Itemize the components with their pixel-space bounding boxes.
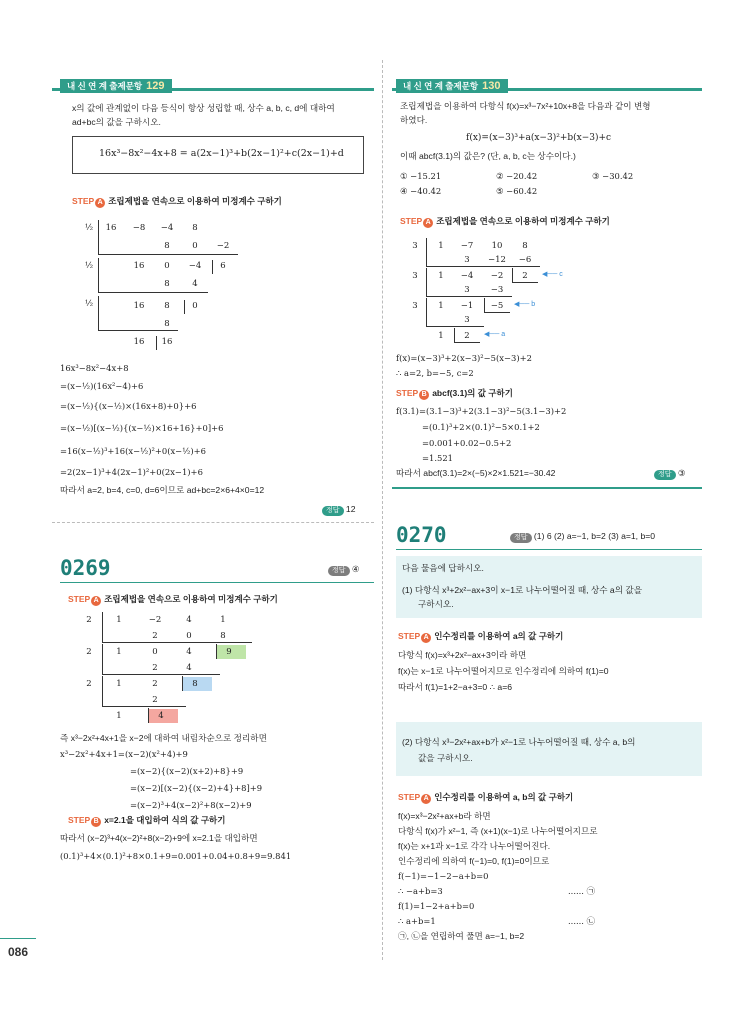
section-rule: [392, 487, 702, 489]
question-1-2: 구하시오.: [418, 599, 454, 609]
problem-130-question-2: 하였다.: [400, 115, 428, 125]
solution-line: =16(x−½)³+16(x−½)²+0(x−½)+6: [60, 446, 206, 456]
step-b-heading: STEP B abcf(3.1)의 값 구하기: [396, 388, 513, 398]
solution-line: =(x−½)[(x−½){(x−½)×16+16}+0]+6: [60, 423, 224, 433]
solution-line: =0.001+0.02−0.5+2: [422, 438, 512, 448]
problem-129-question-2: ad+bc의 값을 구하시오.: [72, 117, 161, 127]
solution-line: =1.521: [422, 453, 453, 463]
synthetic-division-0269: 2 1 −2 4 1 2 0 8 2 1 0 4 9 2 4 2 1 2 8 2 1 4: [78, 612, 248, 752]
question-2-box: [396, 722, 702, 776]
problem-129-question: x의 값에 관계없이 다음 등식이 항상 성립할 때, 상수 a, b, c, d에 대하여: [72, 103, 335, 113]
section-rule: [60, 582, 374, 583]
solution-line: f(x)는 x+1과 x−1로 각각 나누어떨어진다.: [398, 841, 551, 851]
question-1: (1) 다항식 x³+2x²−ax+3이 x−1로 나누어떨어질 때, 상수 a의 값을: [402, 585, 643, 595]
solution-conclusion: ㉠, ㉡을 연립하여 풀면 a=−1, b=2: [398, 931, 525, 941]
solution-line: 따라서 f(1)=1+2−a+3=0 ∴ a=6: [398, 682, 512, 692]
page-number: 086: [8, 945, 29, 959]
choice-2: ② −20.42: [496, 171, 538, 181]
equation-tag-2: ...... ㉡: [568, 916, 596, 926]
step-a-heading: STEP A 인수정리를 이용하여 a, b의 값 구하기: [398, 792, 574, 802]
choice-1: ① −15.21: [400, 171, 442, 181]
synthetic-division-130: 3 1 −7 10 8 3 −12 −6 3 1 −4 −2 2 ◀── c 3 −3 3 1 −1 −5 ◀── b 3 1 2 ◀── a: [404, 238, 594, 350]
question-2: (2) 다항식 x³−2x²+ax+b가 x²−1로 나누어떨어질 때, 상수 a, b의: [402, 737, 636, 747]
problem-0269-number: 0269: [60, 556, 111, 580]
answer-129: 정답 12: [322, 503, 355, 516]
answer-0269: 정답 ④: [328, 563, 360, 576]
question-2-2: 값을 구하시오.: [418, 753, 473, 763]
solution-line: f(3.1)=(3.1−3)³+2(3.1−3)²−5(3.1−3)+2: [396, 406, 567, 416]
step-a-heading: STEP A 조립제법을 연속으로 이용하여 미정계수 구하기: [72, 196, 282, 206]
solution-line: x³−2x²+4x+1=(x−2)(x²+4)+9: [60, 749, 188, 759]
solution-conclusion: 따라서 a=2, b=4, c=0, d=6이므로 ad+bc=2×6+4×0=12: [60, 485, 265, 495]
solution-line: f(x)=(x−3)³+2(x−3)²−5(x−3)+2: [396, 353, 532, 363]
answer-130: 정답 ③: [654, 467, 686, 480]
problem-129-banner: 내 신 연 계 출제문항 129: [60, 79, 172, 93]
solution-line: ∴ a+b=1: [398, 916, 436, 926]
step-a-heading: STEP A 조립제법을 연속으로 이용하여 미정계수 구하기: [400, 216, 610, 226]
step-a-heading: STEP A 조립제법을 연속으로 이용하여 미정계수 구하기: [68, 594, 278, 604]
synthetic-division-129: ½ 16 −8 −4 8 8 0 −2 ½ 16 0 −4 6 8 4 ½ 16 8 0 8 16 16: [78, 220, 228, 350]
problem-130-banner: 내 신 연 계 출제문항 130: [396, 79, 508, 93]
solution-line: 다항식 f(x)가 x²−1, 즉 (x+1)(x−1)로 나누어떨어지므로: [398, 826, 598, 836]
solution-line: ∴ −a+b=3: [398, 886, 443, 896]
choice-3: ③ −30.42: [592, 171, 634, 181]
solution-line: (0.1)³+4×(0.1)²+8×0.1+9=0.001+0.04+0.8+9=9.841: [60, 851, 292, 861]
solution-line: =(0.1)³+2×(0.1)²−5×0.1+2: [422, 422, 540, 432]
solution-line: 따라서 (x−2)³+4(x−2)²+8(x−2)+9에 x=2.1을 대입하면: [60, 833, 258, 843]
problem-130-question-3: 이때 abcf(3.1)의 값은? (단, a, b, c는 상수이다.): [400, 151, 576, 161]
page-number-rule: [0, 938, 36, 939]
solution-line: =(x−2)[(x−2){(x−2)+4}+8]+9: [130, 783, 263, 793]
solution-line: 즉 x³−2x²+4x+1을 x−2에 대하여 내림차순으로 정리하면: [60, 733, 267, 743]
choice-4: ④ −40.42: [400, 186, 442, 196]
solution-conclusion: 따라서 abcf(3.1)=2×(−5)×2×1.521=−30.42: [396, 468, 556, 478]
solution-line: 인수정리에 의하여 f(−1)=0, f(1)=0이므로: [398, 856, 550, 866]
problem-130-equation: f(x)=(x−3)³+a(x−3)²+b(x−3)+c: [466, 133, 612, 143]
solution-line: f(1)=1−2+a+b=0: [398, 901, 475, 911]
answer-0270: 정답 (1) 6 (2) a=−1, b=2 (3) a=1, b=0: [510, 530, 655, 543]
equation-box: 16x³−8x²−4x+8 = a(2x−1)³+b(2x−1)²+c(2x−1)+d: [72, 136, 364, 174]
choice-5: ⑤ −60.42: [496, 186, 538, 196]
solution-line: =(x−½){(x−½)×(16x+8)+0}+6: [60, 401, 197, 411]
solution-line: ∴ a=2, b=−5, c=2: [396, 368, 474, 378]
solution-line: =(x−2)³+4(x−2)²+8(x−2)+9: [130, 800, 252, 810]
step-b-heading: STEP B x=2.1을 대입하여 식의 값 구하기: [68, 815, 226, 825]
step-a-heading: STEP A 인수정리를 이용하여 a의 값 구하기: [398, 631, 564, 641]
problem-130-question: 조립제법을 이용하여 다항식 f(x)=x³−7x²+10x+8을 다음과 같이 변형: [400, 101, 651, 111]
divider: [52, 522, 374, 523]
intro-text: 다음 물음에 답하시오.: [402, 563, 484, 573]
column-divider: [382, 60, 383, 960]
solution-line: 다항식 f(x)=x³+2x²−ax+3이라 하면: [398, 650, 527, 660]
solution-line: f(x)=x³−2x²+ax+b라 하면: [398, 811, 491, 821]
solution-line: =(x−½)(16x²−4)+6: [60, 381, 144, 391]
solution-line: 16x³−8x²−4x+8: [60, 363, 129, 373]
solution-line: =(x−2){(x−2)(x+2)+8}+9: [130, 766, 244, 776]
solution-line: f(x)는 x−1로 나누어떨어지므로 인수정리에 의하여 f(1)=0: [398, 666, 609, 676]
equation-tag-1: ...... ㉠: [568, 886, 596, 896]
solution-line: f(−1)=−1−2−a+b=0: [398, 871, 489, 881]
solution-line: =2(2x−1)³+4(2x−1)²+0(2x−1)+6: [60, 467, 203, 477]
problem-0270-number: 0270: [396, 523, 447, 547]
section-rule: [396, 549, 702, 550]
